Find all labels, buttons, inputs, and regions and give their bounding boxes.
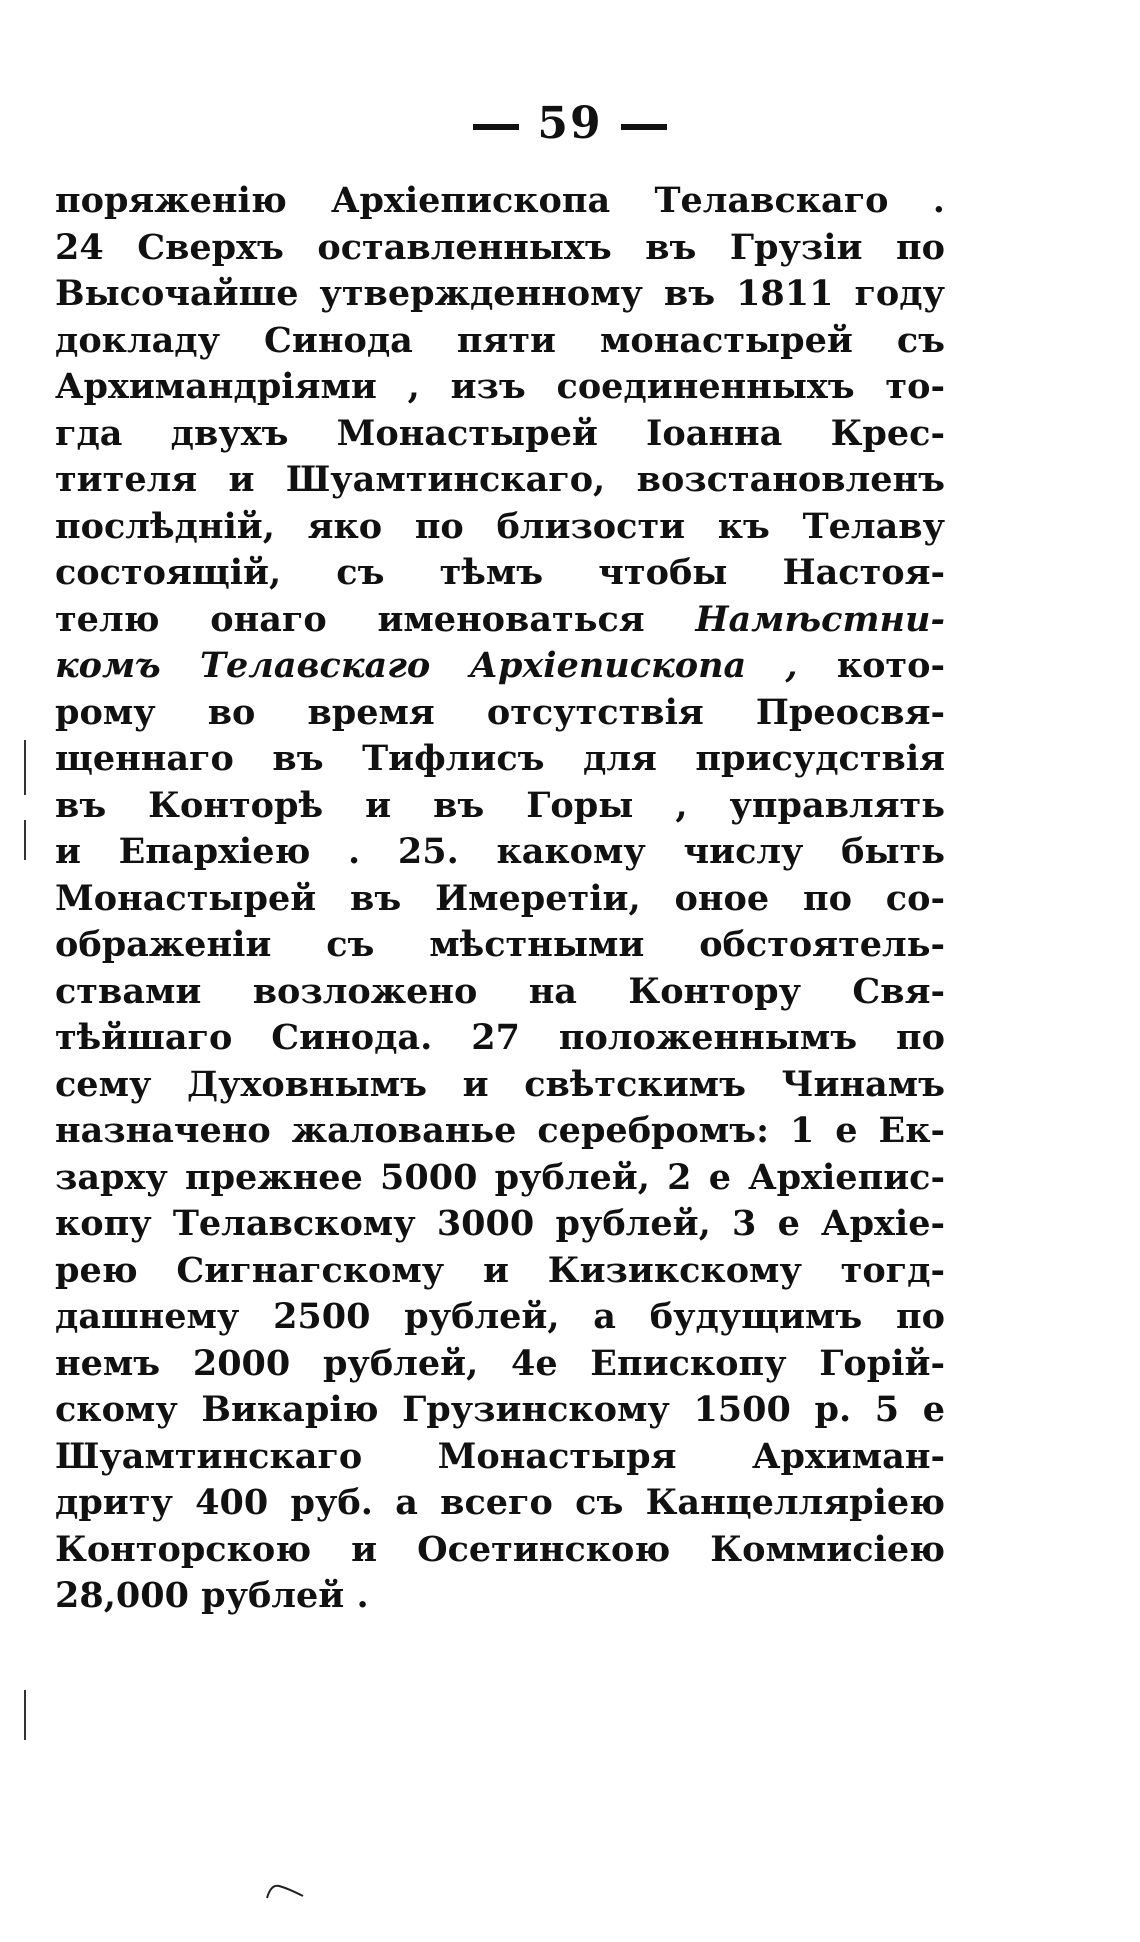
text-line: тѣйшаго Синода. 27 положеннымъ по [55,1017,945,1058]
page-number-dash-right [621,124,667,130]
text-line: Архимандріями , изъ соединенныхъ то- [55,366,945,407]
page-number-dash-left [473,124,519,130]
body-text [55,178,945,1620]
margin-rule [24,820,26,860]
text-fragment: телю онаго именоваться [55,598,645,640]
text-line: гда двухъ Монастырей Іоанна Крес- [55,412,945,454]
text-line-with-italic [55,643,945,690]
text-line: въ Конторѣ и въ Горы , управлять [55,784,945,826]
text-line: сему Духовнымъ и свѣтскимъ Чинамъ [55,1063,945,1105]
text-line: зарху прежнее 5000 рублей, 2 е Архіепис- [55,1156,945,1198]
text-line: докладу Синода пяти монастырей съ [55,319,945,361]
text-line: 28,000 рублей . [55,1575,369,1616]
text-line: поряженію Архіепископа Телавскаго . [55,180,945,221]
stray-mark-icon [265,1880,305,1900]
margin-rule [24,1690,26,1740]
text-line: и Епархіею . 25. какому числу быть [55,831,945,872]
text-line: щеннаго въ Тифлисъ для присудствія [55,738,945,779]
text-line: Конторскою и Осетинскою Коммисіею [55,1528,945,1570]
text-line: состоящій, съ тѣмъ чтобы Настоя- [55,552,945,593]
text-line: тителя и Шуамтинскаго, возстановленъ [55,459,945,500]
italic-fragment: комъ Телавскаго Архіепископа , [55,645,798,686]
text-line: дашнему 2500 рублей, а будущимъ по [55,1296,945,1337]
text-fragment: кото- [836,645,945,686]
text-line: Шуамтинскаго Монастыря Архиман- [55,1435,945,1477]
page-number-text: 59 [537,98,603,149]
text-line: копу Телавскому 3000 рублей, 3 е Архіе- [55,1203,945,1244]
text-line: ображеніи съ мѣстными обстоятель- [55,924,945,965]
text-line: рому во время отсутствія Преосвя- [55,691,945,733]
text-line: немъ 2000 рублей, 4е Епископу Горій- [55,1342,945,1384]
text-line: Монастырей въ Имеретіи, оное по со- [55,877,945,919]
text-line: скому Викарію Грузинскому 1500 р. 5 е [55,1389,945,1430]
text-line: Высочайше утвержденному въ 1811 году [55,273,945,314]
text-line: 24 Сверхъ оставленныхъ въ Грузіи по [55,226,945,268]
text-line: рею Сигнагскому и Кизикскому тогд- [55,1249,945,1291]
text-line: послѣдній, яко по близости къ Телаву [55,505,945,547]
text-line: дриту 400 руб. а всего съ Канцелляріею [55,1482,945,1523]
text-line: назначено жалованье серебромъ: 1 е Ек- [55,1110,945,1151]
text-line-with-italic [55,597,945,644]
margin-rule [24,740,26,795]
page-number [0,98,1140,149]
italic-fragment: Намѣстни- [695,598,945,640]
text-line: ствами возложено на Контору Свя- [55,970,945,1012]
